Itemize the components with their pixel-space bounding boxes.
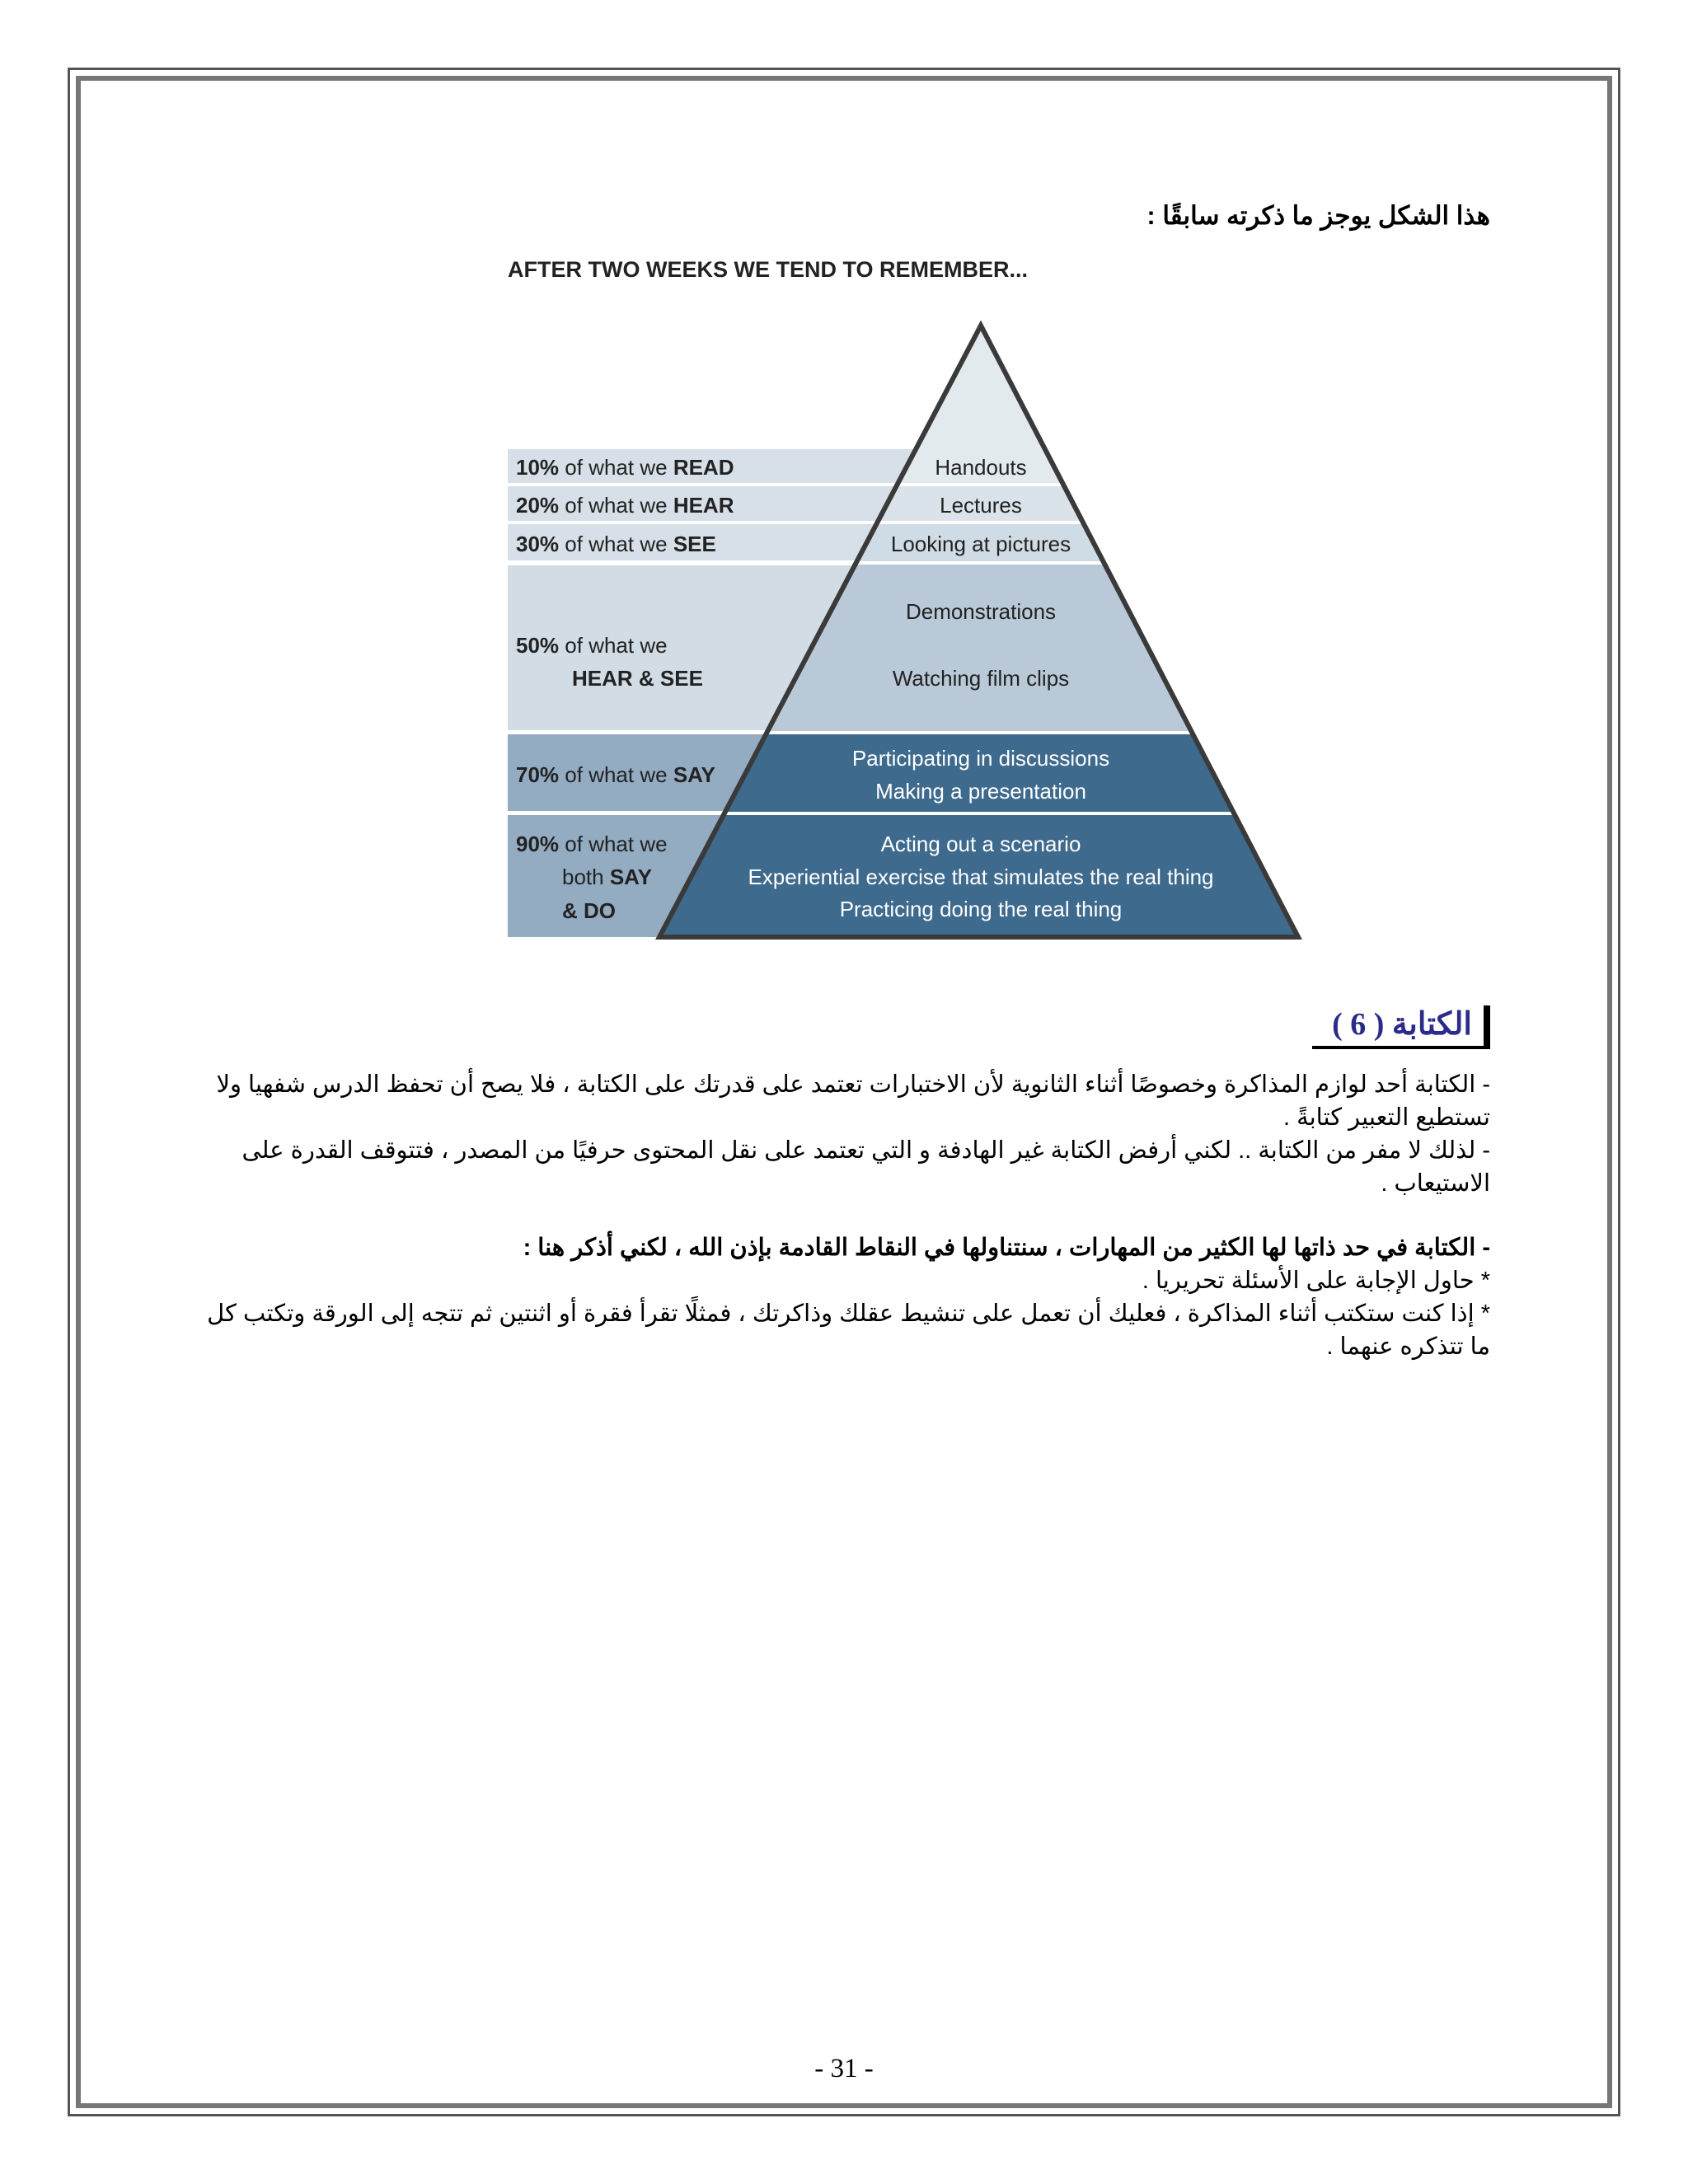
section-number: 6 [1350,1007,1367,1042]
bullet-activate-memory: * إذا كنت ستكتب أثناء المذاكرة ، فعليك أن تعمل على تنشيط عقلك وذاكرتك ، فمثلًا تقرأ فقرة أو اثنتين ثم تتجه إلى الورقة وتكتب كل ما تتذكره عنهما . [207,1301,1490,1360]
label-say [516,762,715,787]
label-hear-see-keyword: HEAR & SEE [572,666,703,691]
label-say-do-text: of what we [565,832,668,856]
label-say-do [516,832,668,856]
paragraph-no-escape: - لذلك لا مفر من الكتابة .. لكني أرفض الكتابة غير الهادفة و التي تعتمد على نقل المحتوى حرفيًا من المصدر ، فتتوقف القدرة على الاستيعاب . [241,1137,1490,1197]
label-read-percent: 10% [516,455,560,480]
activity-presentation: Making a presentation [875,779,1086,804]
section-title-text: الكتابة [1391,1007,1472,1042]
label-hear-keyword: HEAR [673,493,734,518]
body-text [188,1068,1490,1363]
activity-scenario: Acting out a scenario [880,832,1081,856]
activity-handouts: Handouts [935,455,1027,480]
activity-film-clips: Watching film clips [892,666,1070,691]
activity-practicing: Practicing doing the real thing [839,897,1123,921]
label-read-text: of what we [565,455,668,480]
label-say-percent: 70% [516,762,560,787]
label-hear-see-text: of what we [565,633,668,658]
label-say-do-keyword: SAY [609,865,652,889]
label-hear [516,493,734,518]
label-say-do-keyword2: & DO [562,898,616,923]
label-hear-see [516,633,668,658]
label-read-keyword: READ [673,455,734,480]
label-hear-percent: 20% [516,493,560,518]
label-see-percent: 30% [516,532,560,556]
label-see-text: of what we [565,532,668,556]
label-see-keyword: SEE [673,532,716,556]
section-number-paren-close: ) [1332,1007,1351,1042]
page-number: - 31 - [814,2054,874,2083]
section-number-paren-open: ( [1366,1007,1385,1042]
label-hear-see-percent: 50% [516,633,560,658]
label-hear-text: of what we [565,493,668,518]
label-say-text: of what we [565,762,668,787]
activity-pictures: Looking at pictures [890,532,1071,556]
paragraph-writing-importance: - الكتابة أحد لوازم المذاكرة وخصوصًا أثناء الثانوية لأن الاختبارات تعتمد على قدرتك على الكتابة ، فلا يصح أن تحفظ الدرس شفهيا ولا تستطيع التعبير كتابةً . [216,1071,1490,1131]
learning-pyramid-figure [495,247,1319,956]
activity-experiential: Experiential exercise that simulates the real thing [748,865,1214,889]
label-say-keyword: SAY [673,762,715,787]
activity-lectures: Lectures [940,493,1022,518]
label-say-do-percent: 90% [516,832,560,856]
pyramid-svg [495,247,1319,956]
label-say-do-line2 [562,865,652,889]
paragraph-writing-skills: - الكتابة في حد ذاتها لها الكثير من المهارات ، سنتناولها في النقاط القادمة بإذن الله ، لكني أذكر هنا : [523,1235,1490,1261]
intro-heading: هذا الشكل يوجز ما ذكرته سابقًا : [1146,201,1490,230]
section-heading [1312,1005,1490,1049]
activity-discussions: Participating in discussions [851,746,1110,771]
bullet-answer-in-writing: * حاول الإجابة على الأسئلة تحريريا . [1142,1268,1490,1294]
label-say-do-both: both [562,865,604,889]
label-see [516,532,716,556]
activity-demonstrations: Demonstrations [905,599,1057,624]
figure-title: AFTER TWO WEEKS WE TEND TO REMEMBER... [508,257,1028,282]
label-read [516,455,734,480]
